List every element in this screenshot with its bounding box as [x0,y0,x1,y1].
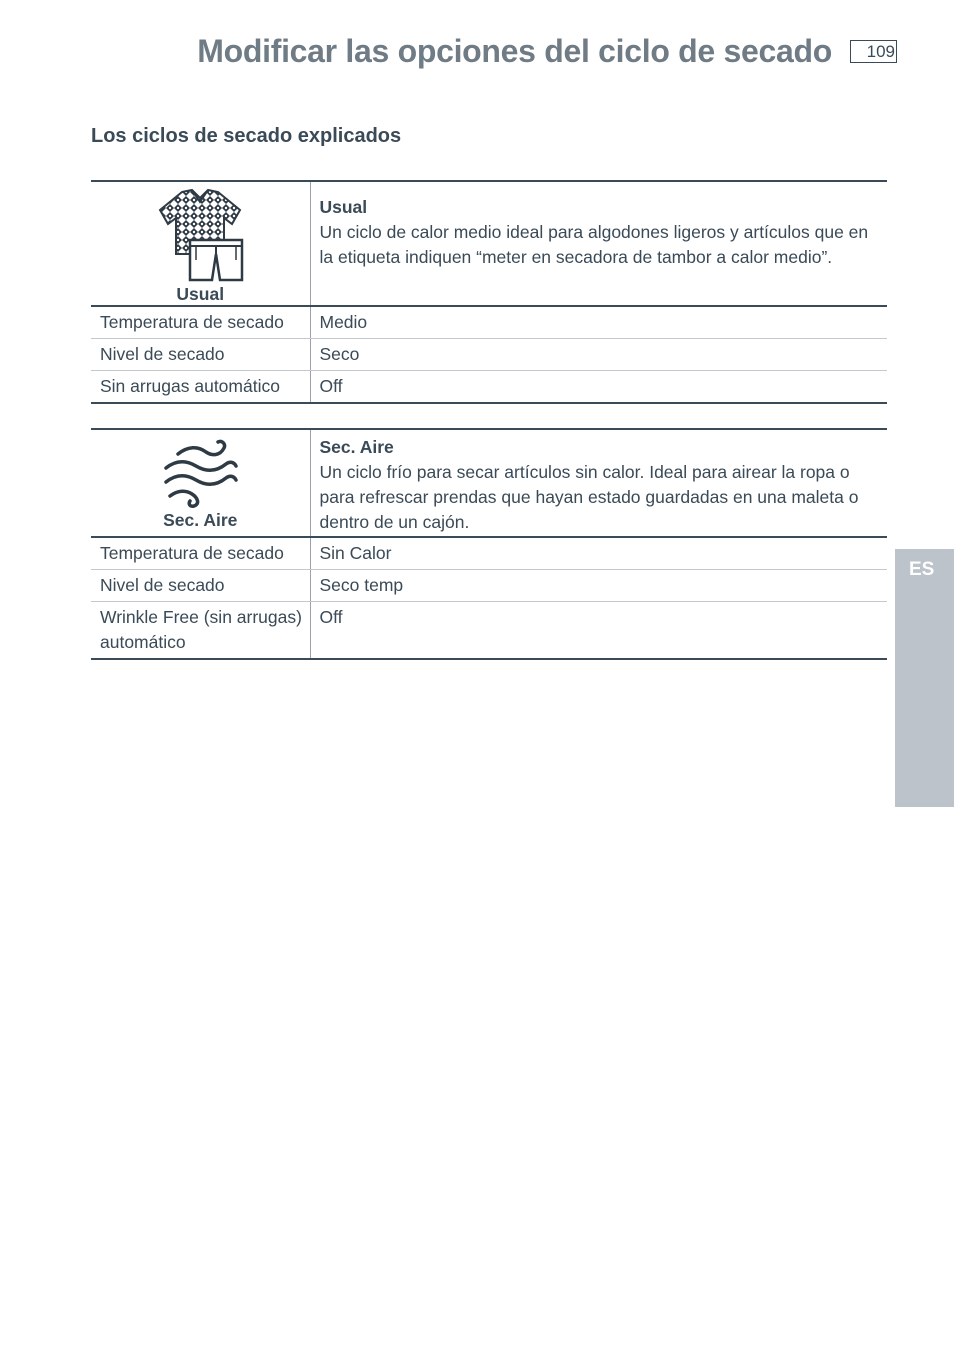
row-value: Off [310,602,887,660]
icon-label: Usual [176,284,225,304]
table-row [91,570,887,602]
section-heading: Los ciclos de secado explicados [91,125,402,147]
language-tab-label: ES [909,559,935,580]
table-row [91,537,887,570]
description-cell [310,429,887,537]
table-row [91,306,887,339]
table-row [91,602,887,660]
shirt-and-shorts-icon [150,188,250,284]
table-header-row [91,181,887,306]
icon-label: Sec. Aire [163,510,238,530]
page-title: Modificar las opciones del ciclo de secado [197,33,832,69]
row-value: Seco temp [310,570,887,602]
row-label: Sin arrugas automático [91,371,310,404]
row-label: Nivel de secado [91,570,310,602]
cycle-description: Un ciclo frío para secar artículos sin calor. Ideal para airear la ropa o para refrescar prendas que hayan estado guardadas en una maleta o dentro de un cajón. [319,462,859,532]
row-value: Off [310,371,887,404]
row-label: Wrinkle Free (sin arrugas) automático [91,602,310,660]
air-waves-icon [158,438,242,510]
icon-cell [91,181,310,306]
cycle-title: Sec. Aire [319,437,394,457]
row-value: Seco [310,339,887,371]
language-tab [895,549,954,807]
table-header-row [91,429,887,537]
table-row [91,371,887,404]
cycle-description: Un ciclo de calor medio ideal para algodones ligeros y artículos que en la etiqueta indiquen “meter en secadora de tambor a calor medio”. [319,222,869,267]
page-number: 109 [850,40,897,63]
row-label: Nivel de secado [91,339,310,371]
cycle-table-sec-aire [91,428,887,660]
cycle-title: Usual [319,197,368,217]
row-value: Sin Calor [310,537,887,570]
cycle-table-usual [91,180,887,404]
icon-cell [91,429,310,537]
row-value: Medio [310,306,887,339]
description-cell [310,181,887,306]
row-label: Temperatura de secado [91,306,310,339]
row-label: Temperatura de secado [91,537,310,570]
table-row [91,339,887,371]
